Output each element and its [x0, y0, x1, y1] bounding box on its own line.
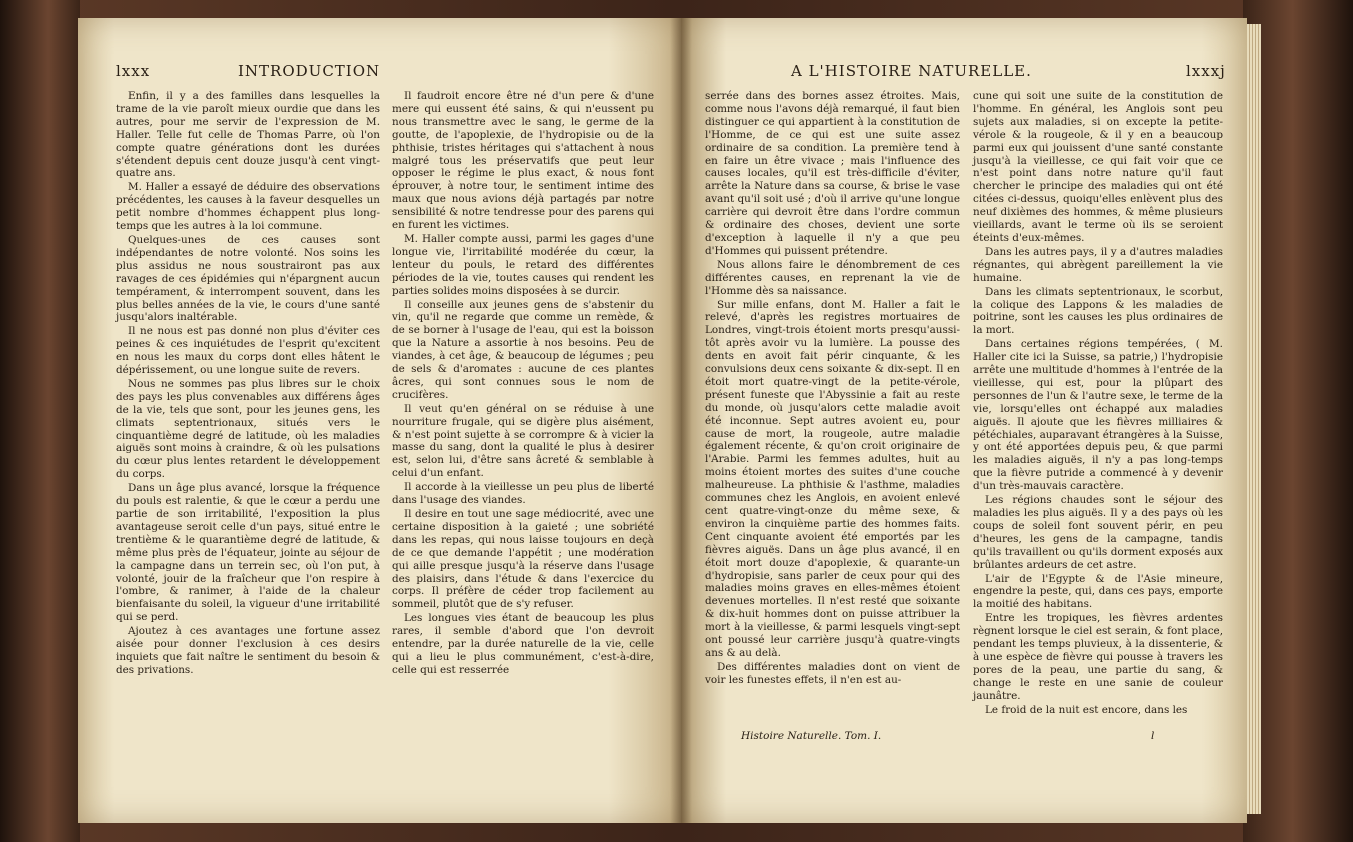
paragraph: Le froid de la nuit est encore, dans les — [985, 703, 1188, 716]
paragraph: Il ne nous est pas donné non plus d'éviter ces peines & ces inquiétudes de l'esprit qu'excitent en nous les maux du corps dont elles hâtent le dépérissement, ou une longue suite de revers. — [116, 325, 380, 377]
paragraph: Nous ne sommes pas plus libres sur le choix des pays les plus convenables aux différens âges de la vie, tels que sont, pour les jeunes gens, les climats septentrionaux, situés vers le cinquantième degré de latitude, où les maladies aiguës sont moins à craindre, & où les pulsations du cœur plus lentes retardent le développement du corps. — [116, 377, 380, 481]
paragraph: Dans certaines régions tempérées, ( M. Haller cite ici la Suisse, sa patrie,) l'hydropisie arrête une multitude d'hommes à l'entrée de la vieillesse, qui est, pour la plûpart des personnes de l'un & l'autre sexe, le terme de la vie, lorsqu'elles ont échappé aux maladies aiguës. Il ajoute que les fièvres milliaires & pétéchiales, auparavant étrangères à la Suisse, y ont été apportées depuis peu, & que parmi les maladies aiguës, il n'y a pas long-temps que la fièvre putride a commencé à y devenir d'un très-mauvais caractère. — [973, 338, 1223, 493]
paragraph: M. Haller a essayé de déduire des observations précédentes, les causes à la faveur desquelles un petit nombre d'hommes échappent plus long-temps que les autres à la loi commune. — [116, 181, 380, 233]
paragraph: Il veut qu'en général on se réduise à une nourriture frugale, qui se digère plus aisément, & n'est point sujette à se corrompre & à vicier la masse du sang, dont la qualité le plus à desirer est, selon lui, d'être sans âcreté & semblable à celui d'un enfant. — [392, 402, 654, 480]
paragraph: Il conseille aux jeunes gens de s'abstenir du vin, qu'il ne regarde que comme un remède, & de se borner à l'usage de l'eau, qui est la boisson que la Nature a assortie à nos besoins. Peu de viandes, à cet âge, & beaucoup de légumes ; peu de sels & d'aromates : aucune de ces plantes âcres, qui sont connues sous le nom de crucifères. — [392, 298, 654, 401]
paragraph: Sur mille enfans, dont M. Haller a fait le relevé, d'après les registres mortuaires de Londres, vingt-trois étoient morts presqu'aussi-tôt après avoir vu la lumière. La pousse des dents en avoit fait périr cinquante, & les convulsions deux cens soixante & dix-sept. Il en étoit mort quatre-vingt de la petite-vérole, présent funeste que l'Abyssinie a fait au reste du monde, où jusqu'alors cette maladie avoit été inconnue. Sept autres avoient eu, pour cause de mort, la rougeole, autre maladie également récente, & qu'on croit originaire de l'Arabie. Parmi les femmes adultes, huit au moins étoient mortes des suites d'une couche malheureuse. La phthisie & l'asthme, maladies communes chez les Anglois, en avoient enlevé cent quatre-vingt-onze du même sexe, & environ la cinquième partie des hommes faits. Cent cinquante avoient été emportés par les fièvres aiguës. Dans un âge plus avancé, il en étoit mort douze d'apoplexie, & quarante-un d'hydropisie, sans parler de ceux pour qui des maladies moins graves en elles-mêmes étoient devenues mortelles. Il n'est resté que soixante & dix-huit hommes dont on puisse attribuer la mort à la vieillesse, & parmi lesquels vingt-sept ont poussé leur carrière jusqu'à quatre-vingts ans & au delà. — [705, 298, 960, 659]
left-column-1 — [116, 90, 380, 677]
paragraph: Quelques-unes de ces causes sont indépendantes de notre volonté. Nos soins les plus assidus ne nous soustrairont pas aux ravages de ces épidémies qui n'épargnent aucun tempérament, & interrompent souvent, dans les plus belles années de la vie, le cours d'une santé jusqu'alors inaltérable. — [116, 233, 380, 324]
paragraph: Les régions chaudes sont le séjour des maladies les plus aiguës. Il y a des pays où les coups de soleil font souvent périr, en peu d'heures, les gens de la campagne, tandis qu'ils travaillent ou qu'ils dorment exposés aux brûlantes ardeurs de cet astre. — [973, 494, 1223, 571]
paragraph: Il desire en tout une sage médiocrité, avec une certaine disposition à la gaieté ; une sobriété dans les repas, qui nous laisse toujours en deçà de ce que demande l'appétit ; une modération qui aille presque jusqu'à la réserve dans l'usage des plaisirs, dans l'étude & dans l'exercice du corps. Il préfère de céder trop facilement au sommeil, plutôt que de s'y refuser. — [392, 508, 654, 611]
paragraph: Les longues vies étant de beaucoup les plus rares, il semble d'abord que l'on devroit entendre, par la durée naturelle de la vie, celle qui a lieu le plus communément, c'est-à-dire, celle qui est resserrée — [392, 612, 654, 676]
paragraph: Dans les autres pays, il y a d'autres maladies régnantes, qui abrègent pareillement la vie humaine. — [973, 245, 1223, 284]
paragraph: Entre les tropiques, les fièvres ardentes règnent lorsque le ciel est serain, & font place, pendant les temps pluvieux, à la dissenterie, & à une espèce de fièvre qui pousse à travers les pores de la peau, une partie du sang, & change le reste en une sanie de couleur jaunâtre. — [973, 612, 1223, 702]
paragraph: Dans un âge plus avancé, lorsque la fréquence du pouls est ralentie, & que le cœur a perdu une partie de son irritabilité, l'exposition la plus avantageuse seroit celle d'un pays, situé entre le trentième & le quarantième degré de latitude, & même plus près de l'équateur, jointe au séjour de la campagne dans un terrein sec, où l'on put, à volonté, jouir de la fraîcheur que l'on respire à l'ombre, & ranimer, à l'aide de la chaleur bienfaisante du soleil, la vigueur d'une irritabilité qui se perd. — [116, 482, 380, 624]
paragraph: Dans les climats septentrionaux, le scorbut, la colique des Lappons & les maladies de poitrine, sont les causes les plus ordinaires de la mort. — [973, 285, 1223, 337]
paragraph: Nous allons faire le dénombrement de ces différentes causes, en reprenant la vie de l'Homme dès sa naissance. — [705, 258, 960, 297]
paragraph: M. Haller compte aussi, parmi les gages d'une longue vie, l'irritabilité modérée du cœur, la lenteur du pouls, le retard des différentes périodes de la vie, toutes causes qui rendent les parties solides moins disposées à se durcir. — [392, 232, 654, 297]
footer-signature-mark: l — [1151, 730, 1155, 742]
right-column-1 — [705, 90, 960, 687]
paragraph: Il faudroit encore être né d'un pere & d'une mere qui eussent été sains, & qui n'eussent pu nous transmettre avec le sang, le germe de la goutte, de l'apoplexie, de l'hydropisie ou de la phthisie, tristes héritages qui s'attachent à nous malgré tous les préservatifs que peut leur opposer le régime le plus exact, & nous font éprouver, à notre tour, le sentiment intime des maux que nous avions déjà partagés par notre sensibilité & notre tendresse pour des parens qui en furent les victimes. — [392, 90, 654, 232]
left-running-title: INTRODUCTION — [238, 62, 381, 80]
book-cover-left — [0, 0, 80, 842]
footer-signature-title: Histoire Naturelle. Tom. I. — [741, 730, 882, 742]
paragraph: cune qui soit une suite de la constitution de l'homme. En général, les Anglois sont peu sujets aux maladies, si on excepte la petite-vérole & la rougeole, & il y en a beaucoup parmi eux qui jouissent d'une santé constante jusqu'à la vieillesse, ce qui fait voir que ce n'est point dans notre nature qu'il faut chercher le principe des maladies qui ont été citées ci-dessus, quoiqu'elles enlèvent plus des neuf dixièmes des hommes, & même plusieurs vieillards, avant le terme où ils se seroient éteints d'eux-mêmes. — [973, 90, 1223, 244]
book-gutter — [670, 18, 692, 823]
right-page-number: lxxxj — [1186, 62, 1226, 80]
right-column-2 — [973, 90, 1223, 717]
right-running-title: A L'HISTOIRE NATURELLE. — [791, 62, 1032, 80]
paragraph: Des différentes maladies dont on vient de voir les funestes effets, il n'en est au- — [705, 660, 960, 686]
paragraph: Il accorde à la vieillesse un peu plus de liberté dans l'usage des viandes. — [392, 481, 654, 507]
left-column-2 — [392, 90, 654, 677]
right-page — [681, 18, 1247, 823]
left-page — [78, 18, 681, 823]
page-edges — [1247, 24, 1261, 814]
paragraph: Ajoutez à ces avantages une fortune assez aisée pour donner l'exclusion à ces desirs inquiets que fait naître le sentiment du besoin & des privations. — [116, 625, 380, 676]
paragraph: serrée dans des bornes assez étroites. Mais, comme nous l'avons déjà remarqué, il faut bien distinguer ce qui appartient à la constitution de l'Homme, de ce qui est une suite assez ordinaire de sa condition. La première tend à en faire un être vivace ; mais l'influence des causes locales, qu'il est très-difficile d'éviter, arrête la Nature dans sa course, & brise le vase avant qu'il soit usé ; d'où il arrive qu'une longue carrière qui devroit être dans l'ordre commun & ordinaire des choses, devient une sorte d'exception à laquelle il n'y a que peu d'Hommes qui puissent prétendre. — [705, 90, 960, 257]
paragraph: Enfin, il y a des familles dans lesquelles la trame de la vie paroît mieux ourdie que dans les autres, pour me servir de l'expression de M. Haller. Telle fut celle de Thomas Parre, où l'on compte quatre générations dont les durées s'étendent depuis cent douze jusqu'à cent vingt-quatre ans. — [116, 90, 380, 180]
left-page-number: lxxx — [116, 62, 151, 80]
paragraph: L'air de l'Egypte & de l'Asie mineure, engendre la peste, qui, dans ces pays, emporte la moitié des habitans. — [973, 572, 1223, 611]
